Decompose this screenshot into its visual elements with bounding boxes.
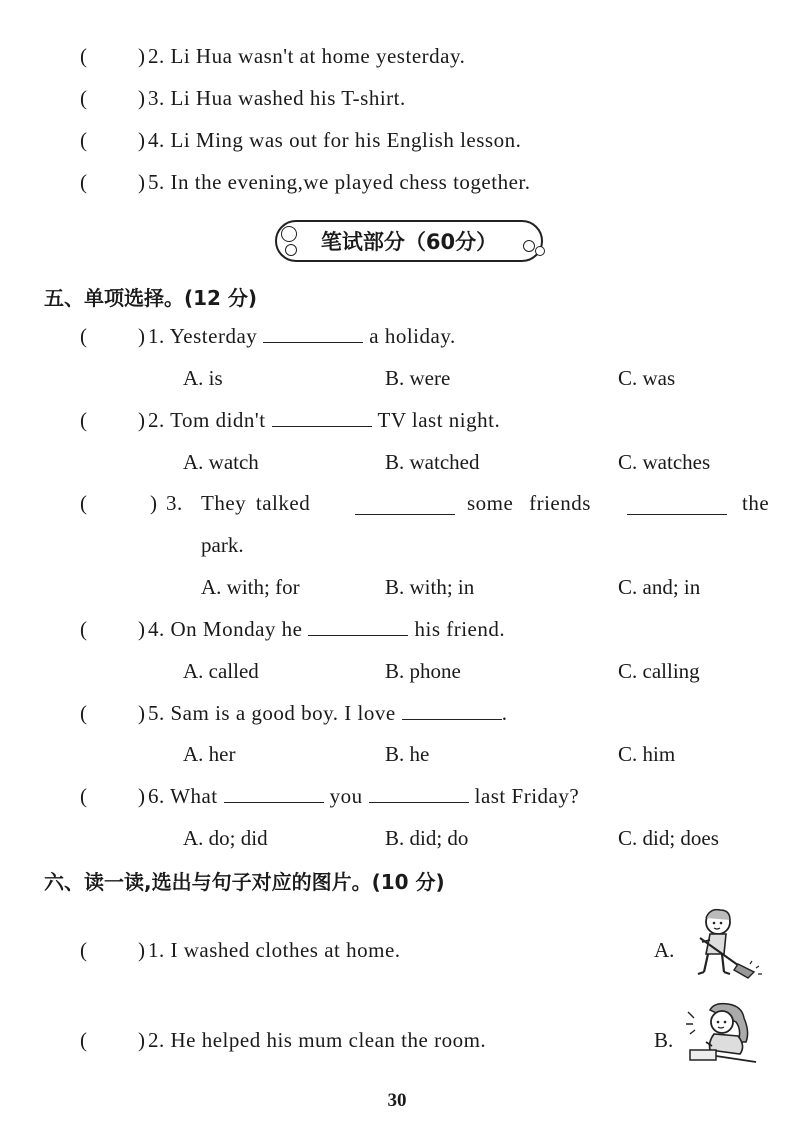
answer-paren-open[interactable]: ( [80,784,88,808]
question: ( ) 4. On Monday he his friend. [80,617,506,641]
question-text: Sam is a good boy. I love [170,701,396,725]
picture-label: A. [654,938,675,962]
question-text: a holiday. [369,324,456,348]
question-number: 6 [148,784,159,808]
item-text: Li Hua wasn't at home yesterday. [170,44,466,68]
listening-item: ( ) 5. In the evening,we played chess together. [80,170,531,194]
listening-item: ( ) 2. Li Hua wasn't at home yesterday. [80,44,466,68]
boy-sweeping-icon [680,906,764,980]
option-a: A. with; for [201,575,300,599]
section-heading: 五、单项选择。(12 分) [44,286,258,310]
answer-paren-close: ) [138,617,146,641]
answer-paren-open[interactable]: ( [80,324,88,348]
option-b: B. did; do [385,826,469,850]
question: ( ) 1. I washed clothes at home. [80,938,401,962]
option-a: A. watch [183,450,259,474]
item-number: 4 [148,128,159,152]
question-text: Tom didn't [170,408,266,432]
item-text: In the evening,we played chess together. [170,170,531,194]
question-text: his friend. [414,617,506,641]
answer-paren-open[interactable]: ( [80,701,88,725]
question-text: last Friday? [474,784,580,808]
question-text: you [329,784,363,808]
answer-blank[interactable] [272,425,372,427]
option-c: C. calling [618,659,700,683]
question-text: . [501,701,508,725]
answer-paren-close: ) [138,784,146,808]
option-b: B. watched [385,450,480,474]
answer-blank[interactable] [369,801,469,803]
answer-paren-close: ) [138,701,146,725]
question: ( ) 6. What you last Friday? [80,784,580,808]
option-a: A. called [183,659,259,683]
answer-blank[interactable] [402,718,502,720]
question-text: On Monday he [170,617,303,641]
item-number: 2 [148,44,159,68]
answer-blank[interactable] [355,513,455,515]
option-b: B. were [385,366,451,390]
option-b: B. with; in [385,575,475,599]
option-c: C. watches [618,450,711,474]
answer-blank[interactable] [627,513,727,515]
question-number: 5 [148,701,159,725]
girl-washing-icon [680,1002,770,1066]
question-text: TV last night. [377,408,501,432]
question-continuation: park. [201,533,244,557]
option-c: C. him [618,742,676,766]
banner-dot-icon [281,226,297,242]
answer-paren-close: ) [138,324,146,348]
answer-paren-open[interactable]: ( [80,408,88,432]
answer-paren-open[interactable]: ( [80,128,88,152]
answer-paren-open[interactable]: ( [80,44,88,68]
answer-paren-close: ) [138,128,146,152]
item-number: 5 [148,170,159,194]
question-number: 1 [148,938,159,962]
banner-dot-icon [285,244,297,256]
section-heading: 六、读一读,选出与句子对应的图片。(10 分) [44,870,445,894]
item-text: Li Hua washed his T-shirt. [170,86,406,110]
question: ( ) 1. Yesterday a holiday. [80,324,456,348]
option-a: A. her [183,742,236,766]
question-text: He helped his mum clean the room. [170,1028,487,1052]
question-text: the [742,491,770,515]
question-number: 3. [166,491,183,515]
answer-paren-open[interactable]: ( [80,617,88,641]
question-number: 2 [148,408,159,432]
banner-dot-icon [535,246,545,256]
question: ( ) 5. Sam is a good boy. I love . [80,701,508,725]
answer-blank[interactable] [263,341,363,343]
question-text: Yesterday [169,324,258,348]
answer-paren-open[interactable]: ( [80,491,88,515]
question-text: I washed clothes at home. [170,938,401,962]
answer-paren-open[interactable]: ( [80,170,88,194]
written-test-banner [275,220,543,262]
answer-paren-close: ) [138,408,146,432]
answer-blank[interactable] [224,801,324,803]
listening-item: ( ) 3. Li Hua washed his T-shirt. [80,86,406,110]
item-number: 3 [148,86,159,110]
answer-paren-close: ) [138,170,146,194]
question-text: What [170,784,218,808]
item-text: Li Ming was out for his English lesson. [170,128,522,152]
option-a: A. do; did [183,826,268,850]
question-text: some friends [467,491,591,515]
answer-paren-close: ) [138,86,146,110]
question: ( ) 2. Tom didn't TV last night. [80,408,501,432]
picture-label: B. [654,1028,674,1052]
listening-item: ( ) 4. Li Ming was out for his English lesson. [80,128,522,152]
answer-paren-close: ) [138,1028,146,1052]
option-c: C. did; does [618,826,719,850]
option-b: B. phone [385,659,461,683]
answer-paren-close: ) [150,491,158,515]
answer-blank[interactable] [308,634,408,636]
question [0,491,794,517]
option-c: C. was [618,366,676,390]
banner-title: 笔试部分（60分） [320,230,498,254]
question: ( ) 2. He helped his mum clean the room. [80,1028,487,1052]
question-text: They talked [201,491,311,515]
question-number: 1 [148,324,159,348]
option-b: B. he [385,742,430,766]
question-number: 4 [148,617,159,641]
banner-dot-icon [523,240,535,252]
option-c: C. and; in [618,575,701,599]
answer-paren-open[interactable]: ( [80,1028,88,1052]
answer-paren-open[interactable]: ( [80,86,88,110]
option-a: A. is [183,366,223,390]
answer-paren-close: ) [138,938,146,962]
answer-paren-open[interactable]: ( [80,938,88,962]
page-number: 30 [387,1090,407,1111]
question-number: 2 [148,1028,159,1052]
answer-paren-close: ) [138,44,146,68]
